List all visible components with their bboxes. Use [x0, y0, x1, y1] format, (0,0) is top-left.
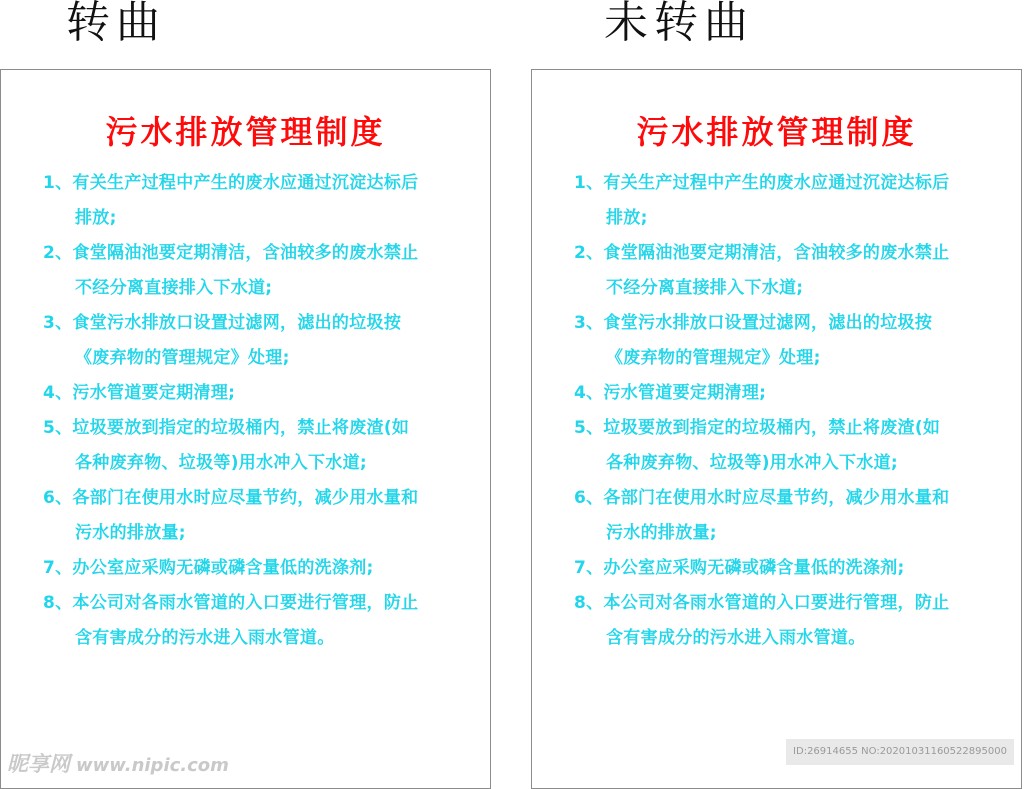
- rule-line: 8、本公司对各雨水管道的入口要进行管理，防止: [574, 593, 950, 613]
- rule-line: 1、有关生产过程中产生的废水应通过沉淀达标后: [574, 173, 950, 193]
- rule-line: 7、办公室应采购无磷或磷含量低的洗涤剂;: [574, 558, 905, 578]
- rule-line-continued: 《废弃物的管理规定》处理;: [75, 348, 290, 368]
- rule-line: 1、有关生产过程中产生的废水应通过沉淀达标后: [43, 173, 419, 193]
- rule-line: 8、本公司对各雨水管道的入口要进行管理，防止: [43, 593, 419, 613]
- rule-line-continued: 排放;: [606, 208, 648, 228]
- rule-line: 4、污水管道要定期清理;: [574, 383, 767, 403]
- watermark-domain: www.nipic.com: [76, 755, 229, 776]
- rule-line: 2、食堂隔油池要定期清洁，含油较多的废水禁止: [574, 243, 950, 263]
- rule-line-continued: 各种废弃物、垃圾等)用水冲入下水道;: [75, 453, 367, 473]
- rule-line: 5、垃圾要放到指定的垃圾桶内，禁止将废渣(如: [43, 418, 410, 438]
- sign-panel-unconverted: [531, 69, 1022, 789]
- rule-item: [43, 551, 483, 586]
- rule-item: [574, 236, 1014, 306]
- rule-item: [43, 306, 483, 376]
- rule-line-continued: 各种废弃物、垃圾等)用水冲入下水道;: [606, 453, 898, 473]
- rule-item: [43, 236, 483, 306]
- rule-line-continued: 不经分离直接排入下水道;: [606, 278, 804, 298]
- caption-unconverted: 未转曲: [604, 0, 754, 48]
- site-watermark: [7, 748, 229, 778]
- rule-line: 3、食堂污水排放口设置过滤网，滤出的垃圾按: [43, 313, 402, 333]
- rule-item: [43, 481, 483, 551]
- rule-item: [43, 166, 483, 236]
- rule-line: 4、污水管道要定期清理;: [43, 383, 236, 403]
- rule-line-continued: 排放;: [75, 208, 117, 228]
- image-id-watermark: ID:26914655 NO:20201031160522895000: [786, 739, 1014, 765]
- rule-item: [574, 551, 1014, 586]
- rule-line-continued: 污水的排放量;: [606, 523, 717, 543]
- rule-item: [574, 411, 1014, 481]
- rule-item: [574, 481, 1014, 551]
- rule-item: [574, 586, 1014, 656]
- rule-line: 3、食堂污水排放口设置过滤网，滤出的垃圾按: [574, 313, 933, 333]
- rule-line-continued: 污水的排放量;: [75, 523, 186, 543]
- caption-converted: 转曲: [66, 0, 166, 48]
- rule-line: 7、办公室应采购无磷或磷含量低的洗涤剂;: [43, 558, 374, 578]
- sign-title: 污水排放管理制度: [636, 113, 917, 151]
- rule-line: 6、各部门在使用水时应尽量节约，减少用水量和: [574, 488, 950, 508]
- rule-item: [43, 411, 483, 481]
- rule-line: 2、食堂隔油池要定期清洁，含油较多的废水禁止: [43, 243, 419, 263]
- sign-title: 污水排放管理制度: [105, 113, 386, 151]
- rule-line-continued: 《废弃物的管理规定》处理;: [606, 348, 821, 368]
- rule-item: [43, 586, 483, 656]
- rule-item: [574, 166, 1014, 236]
- rule-line-continued: 不经分离直接排入下水道;: [75, 278, 273, 298]
- rule-item: [43, 376, 483, 411]
- rule-line: 6、各部门在使用水时应尽量节约，减少用水量和: [43, 488, 419, 508]
- rule-line: 5、垃圾要放到指定的垃圾桶内，禁止将废渣(如: [574, 418, 941, 438]
- rules-list: [574, 166, 1014, 656]
- sign-panel-converted: [0, 69, 491, 789]
- watermark-logo-text: 昵享网: [7, 752, 70, 776]
- rule-item: [574, 306, 1014, 376]
- rules-list: [43, 166, 483, 656]
- rule-item: [574, 376, 1014, 411]
- rule-line-continued: 含有害成分的污水进入雨水管道。: [75, 628, 335, 648]
- rule-line-continued: 含有害成分的污水进入雨水管道。: [606, 628, 866, 648]
